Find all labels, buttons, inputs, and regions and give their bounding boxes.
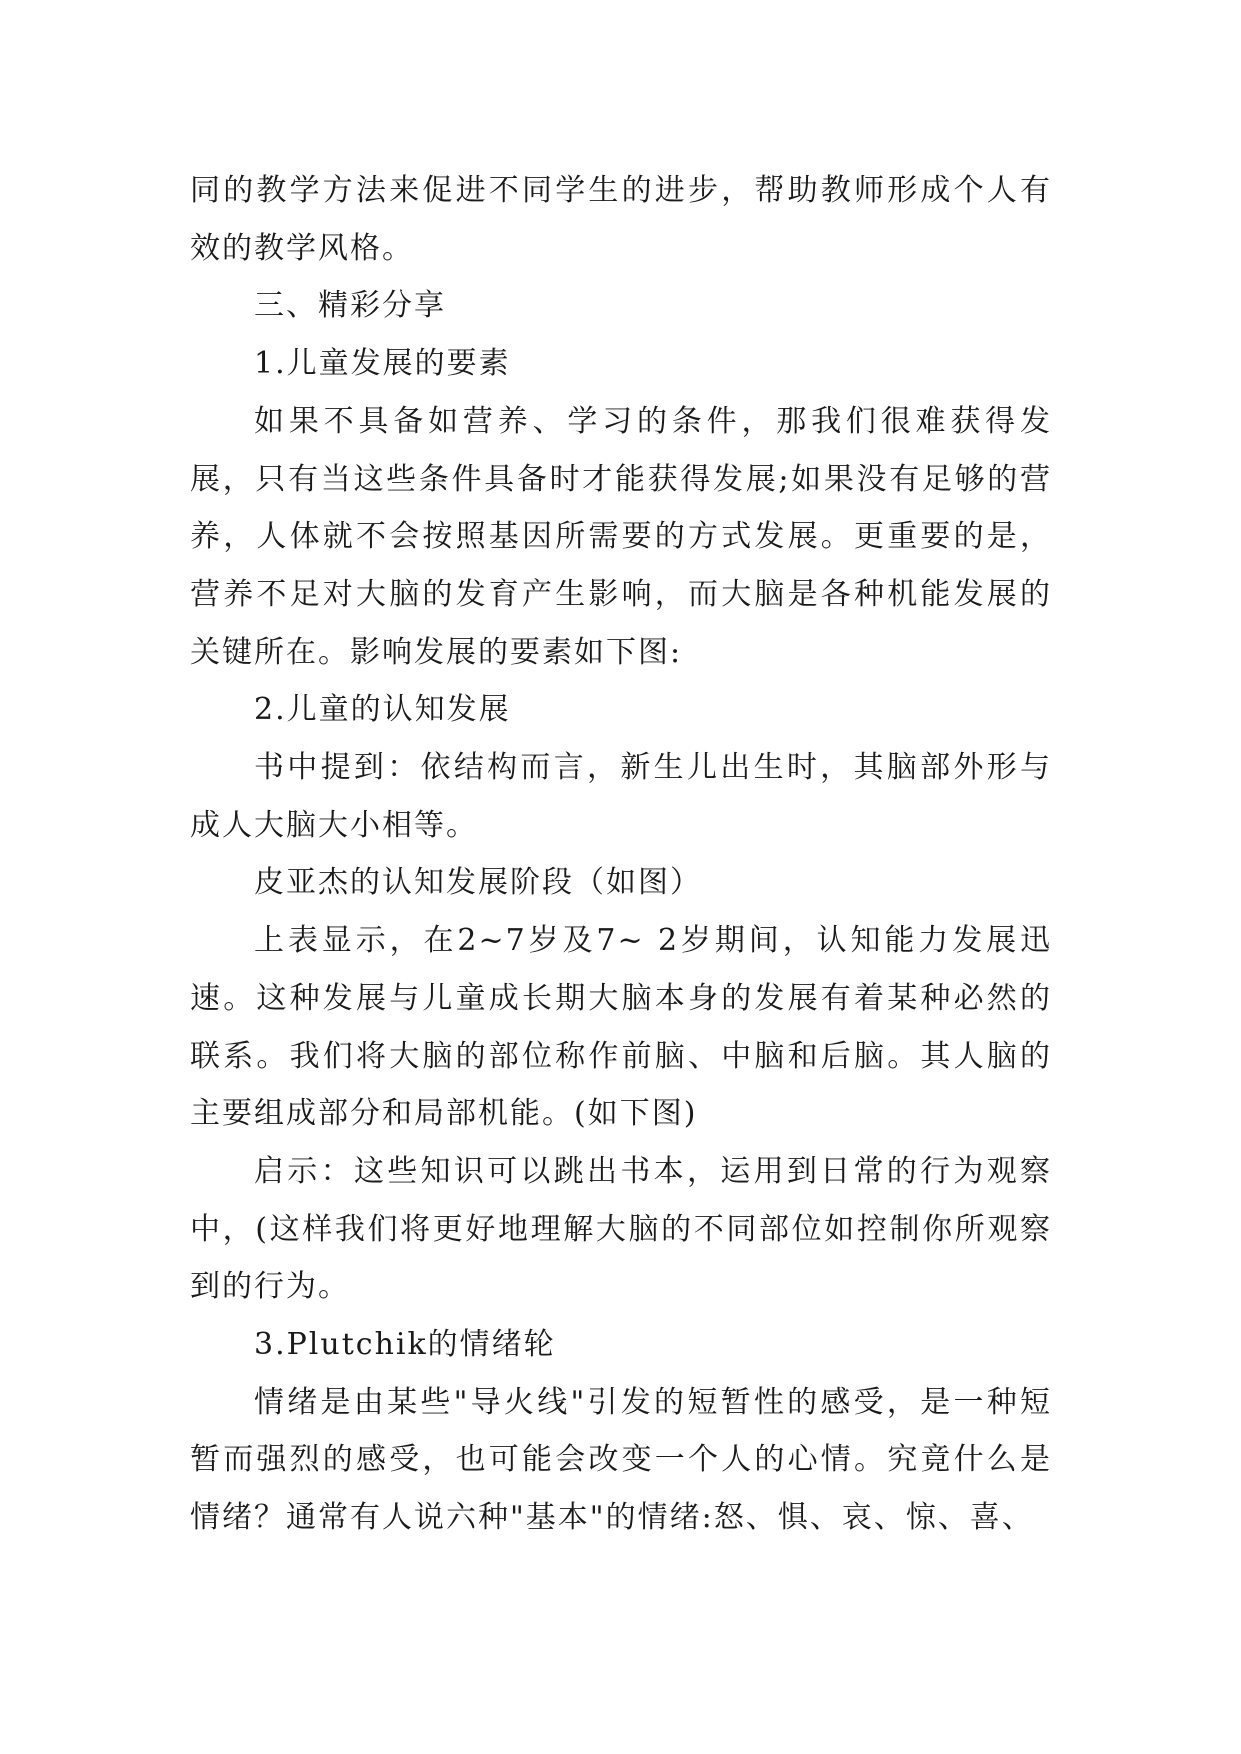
subsection-heading: 2.儿童的认知发展: [254, 692, 511, 728]
paragraph: 启示：这些知识可以跳出书本，运用到日常的行为观察中，(这样我们将更好地理解大脑的不同部位如控制你所观察到的行为。: [190, 1153, 1052, 1305]
paragraph: 如果不具备如营养、学习的条件，那我们很难获得发展，只有当这些条件具备时才能获得发展;如果没有足够的营养，人体就不会按照基因所需要的方式发展。更重要的是，营养不足对大脑的发育产生影响，而大脑是各种机能发展的关键所在。影响发展的要素如下图:: [190, 403, 1052, 670]
subsection-heading: 3.Plutchik的情绪轮: [254, 1327, 556, 1363]
paragraph: 皮亚杰的认知发展阶段（如图）: [254, 865, 702, 901]
paragraph-continuation: 同的教学方法来促进不同学生的进步，帮助教师形成个人有效的教学风格。: [190, 173, 1052, 266]
subsection-heading: 1.儿童发展的要素: [254, 346, 511, 382]
paragraph: 情绪是由某些"导火线"引发的短暂性的感受，是一种短暂而强烈的感受，也可能会改变一个人的心情。究竟什么是情绪？通常有人说六种"基本"的情绪:怒、惧、哀、惊、喜、: [190, 1384, 1052, 1536]
section-heading: 三、精彩分享: [254, 288, 446, 324]
paragraph: 上表显示，在2~7岁及7~ 2岁期间，认知能力发展迅速。这种发展与儿童成长期大脑本身的发展有着某种必然的联系。我们将大脑的部位称作前脑、中脑和后脑。其人脑的主要组成部分和局部机能。(如下图): [190, 923, 1052, 1132]
document-body: [190, 162, 1052, 1547]
paragraph: 书中提到：依结构而言，新生儿出生时，其脑部外形与成人大脑大小相等。: [190, 750, 1052, 843]
